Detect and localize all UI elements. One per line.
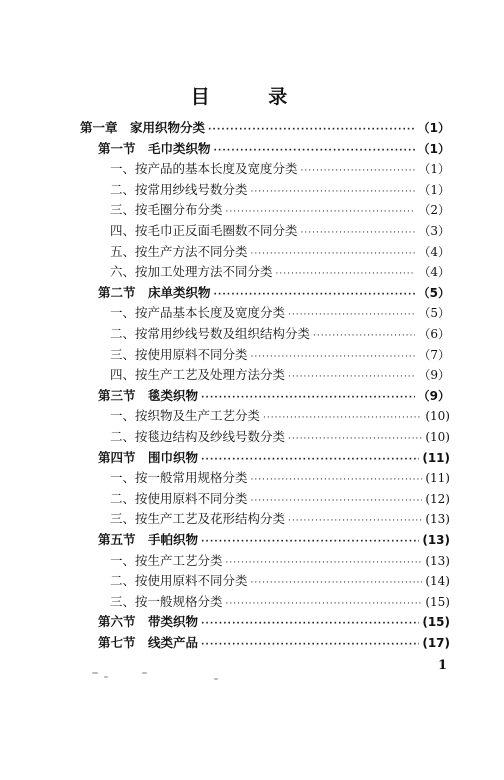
dot-leader <box>201 619 419 629</box>
toc-entry-page: （5） <box>417 285 450 300</box>
toc-entry-section <box>98 386 450 406</box>
toc-entry-page: （3） <box>418 224 450 238</box>
toc-entry-page: (15) <box>422 615 450 630</box>
toc-entry-label: 第一章 家用织物分类 <box>80 120 206 135</box>
dot-leader <box>251 352 416 362</box>
toc-entry-label: 第七节 线类产品 <box>98 635 199 650</box>
dot-leader <box>301 166 416 176</box>
toc-entry-label: 三、按使用原料不同分类 <box>110 346 248 362</box>
toc-entry-page: (10) <box>425 409 450 424</box>
dot-leader <box>313 331 415 341</box>
toc-entry-page: （1） <box>417 121 450 135</box>
toc-entry-page: （5） <box>418 306 450 321</box>
toc-entry-page: （6） <box>418 327 450 341</box>
toc-entry-item <box>110 324 450 344</box>
toc-entry-page: （2） <box>418 203 450 218</box>
toc-entry-item <box>110 262 450 282</box>
dot-leader <box>201 393 415 403</box>
dot-leader <box>288 434 422 444</box>
toc-entry-label: 二、按常用纱线号数及组织结构分类 <box>110 326 311 341</box>
dot-leader <box>251 249 416 259</box>
toc-entry-page: (11) <box>422 450 450 465</box>
toc-entry-page: (14) <box>425 574 450 589</box>
toc-entry-item <box>110 200 450 220</box>
dot-leader <box>201 640 419 650</box>
dot-leader <box>288 516 422 526</box>
toc-entry-page: （1） <box>418 162 450 177</box>
toc-entry-page: （4） <box>418 265 450 280</box>
dot-leader <box>251 475 423 485</box>
toc-entry-label: 二、按使用原料不同分类 <box>110 573 248 589</box>
dot-leader <box>276 269 416 279</box>
dot-leader <box>263 413 422 423</box>
dot-leader <box>214 146 415 156</box>
toc-entry-label: 三、按生产工艺及花形结构分类 <box>110 511 286 527</box>
toc-entry-item <box>110 221 450 241</box>
toc-entry-item <box>110 592 450 612</box>
toc-entry-page: (15) <box>425 594 450 609</box>
scan-smudge <box>214 678 218 680</box>
dot-leader <box>201 537 419 547</box>
toc-entry-label: 三、按一般规格分类 <box>110 593 223 609</box>
toc-entry-label: 五、按生产方法不同分类 <box>110 243 248 259</box>
toc-entry-page: (17) <box>422 636 450 650</box>
toc-entry-page: (11) <box>425 471 450 486</box>
toc-entry-item <box>110 468 450 488</box>
dot-leader <box>214 290 415 300</box>
toc-entry-item <box>110 180 450 200</box>
toc-entry-label: 六、按加工处理方法不同分类 <box>110 264 273 280</box>
toc-entry-page: （1） <box>417 141 450 156</box>
dot-leader <box>226 558 423 568</box>
toc-entry-section <box>98 448 450 468</box>
toc-entry-item <box>110 303 450 323</box>
toc-entry-label: 第四节 围巾织物 <box>98 449 199 465</box>
dot-leader <box>251 578 423 588</box>
toc-entry-label: 二、按使用原料不同分类 <box>110 490 248 506</box>
toc-entry-label: 二、按常用纱线号数分类 <box>110 181 248 197</box>
scan-smudge <box>142 672 147 674</box>
toc-entry-item <box>110 242 450 262</box>
toc-entry-item <box>110 345 450 365</box>
scan-smudge <box>104 676 108 678</box>
page-number: 1 <box>438 658 448 673</box>
dot-leader <box>288 310 415 320</box>
toc-entry-label: 一、按产品基本长度及宽度分类 <box>110 305 286 321</box>
toc-entry-section <box>98 530 450 550</box>
toc-entry-label: 一、按织物及生产工艺分类 <box>110 408 261 424</box>
dot-leader <box>251 187 416 197</box>
toc-entry-label: 三、按毛圈分布分类 <box>110 202 223 218</box>
toc-entry-page: (13) <box>425 512 450 527</box>
toc-entry-label: 第六节 带类织物 <box>98 614 199 630</box>
toc-entry-page: (10) <box>425 430 450 444</box>
toc-entry-item <box>110 489 450 509</box>
toc-entry-page: （9） <box>417 388 450 403</box>
toc-entry-label: 四、按毛巾正反面毛圈数不同分类 <box>110 223 298 238</box>
toc-entry-page: （1） <box>418 182 450 197</box>
toc-entry-item <box>110 509 450 529</box>
toc-entry-label: 一、按生产工艺分类 <box>110 552 223 568</box>
dot-leader <box>201 455 419 465</box>
dot-leader <box>226 599 423 609</box>
scan-smudge <box>92 672 98 674</box>
toc-entry-section <box>98 633 450 653</box>
toc-entry-label: 第五节 手帕织物 <box>98 532 199 547</box>
toc-entry-item <box>110 365 450 385</box>
dot-leader <box>251 496 423 506</box>
toc-entry-page: （9） <box>418 368 450 383</box>
toc-entry-label: 二、按毯边结构及纱线号数分类 <box>110 429 286 444</box>
toc-entry-label: 第一节 毛巾类织物 <box>98 140 211 156</box>
dot-leader <box>208 125 415 135</box>
toc-entry-section <box>98 139 450 159</box>
toc-entry-section <box>98 283 450 303</box>
toc-entry-item <box>110 551 450 571</box>
toc-entry-chapter <box>80 118 450 138</box>
toc-entry-item <box>110 427 450 447</box>
toc-entry-label: 第三节 毯类织物 <box>98 387 199 403</box>
toc-entry-page: (13) <box>425 553 450 568</box>
toc-entry-section <box>98 612 450 632</box>
toc-entry-page: (13) <box>422 533 450 547</box>
dot-leader <box>226 207 416 217</box>
dot-leader <box>288 372 415 382</box>
toc-entry-page: （4） <box>418 244 450 259</box>
toc-entry-item <box>110 159 450 179</box>
dot-leader <box>301 228 416 238</box>
toc-entry-label: 四、按生产工艺及处理方法分类 <box>110 367 286 383</box>
toc-entry-item <box>110 571 450 591</box>
page-title: 目 录 <box>190 86 314 108</box>
toc-entry-page: （7） <box>418 347 450 362</box>
toc-entry-label: 第二节 床单类织物 <box>98 284 211 300</box>
toc-entry-label: 一、按产品的基本长度及宽度分类 <box>110 161 298 177</box>
toc-entry-item <box>110 406 450 426</box>
toc-entry-page: (12) <box>425 491 450 506</box>
toc-entry-label: 一、按一般常用规格分类 <box>110 470 248 486</box>
